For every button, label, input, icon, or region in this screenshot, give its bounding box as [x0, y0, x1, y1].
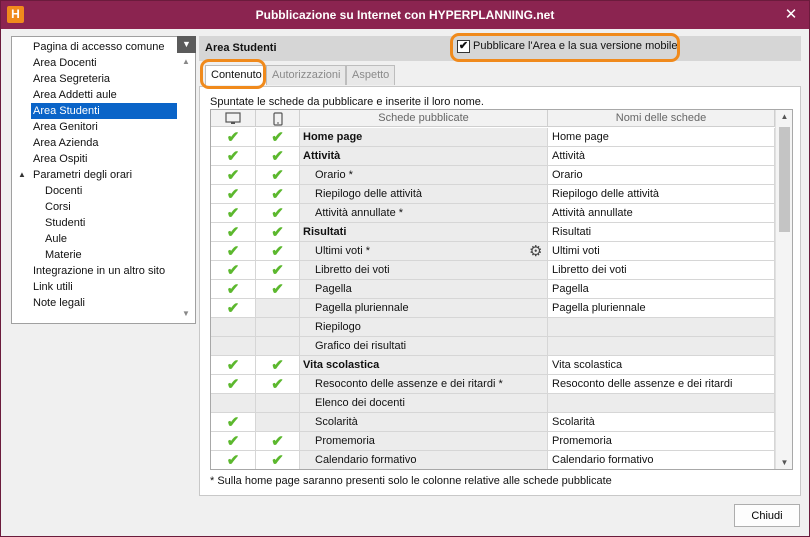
tab-name-cell[interactable]: Attività annullate	[548, 204, 775, 223]
tab-label-cell: Vita scolastica	[300, 356, 548, 375]
sidebar-item[interactable]: Area Docenti	[33, 57, 97, 69]
tab-name-cell[interactable]: Riepilogo delle attività	[548, 185, 775, 204]
table-row	[211, 280, 775, 299]
mobile-checkbox-cell[interactable]: ✔	[256, 375, 300, 394]
tab-name-cell[interactable]: Calendario formativo	[548, 451, 775, 470]
tab-name-cell[interactable]	[548, 337, 775, 356]
table-row	[211, 204, 775, 223]
mobile-checkbox-cell[interactable]: ✔	[256, 128, 300, 147]
mobile-column-header	[256, 110, 300, 127]
desktop-checkbox-cell[interactable]: ✔	[211, 413, 256, 432]
table-row	[211, 337, 775, 356]
mobile-checkbox-cell[interactable]: ✔	[256, 451, 300, 470]
tab-autorizzazioni[interactable]: Autorizzazioni	[266, 65, 346, 85]
desktop-checkbox-cell[interactable]	[211, 394, 256, 413]
tab-label-cell: Scolarità	[300, 413, 548, 432]
instructions-text: Spuntate le schede da pubblicare e inserite il loro nome.	[210, 96, 484, 108]
hyperplanning-logo-icon: H	[7, 6, 24, 23]
tab-label-cell: Grafico dei risultati	[300, 337, 548, 356]
chevron-down-icon[interactable]: ▼	[177, 36, 196, 53]
tab-name-cell[interactable]: Scolarità	[548, 413, 775, 432]
window-title: Pubblicazione su Internet con HYPERPLANNING.net	[255, 8, 555, 22]
desktop-checkbox-cell[interactable]: ✔	[211, 223, 256, 242]
desktop-checkbox-cell[interactable]: ✔	[211, 451, 256, 470]
sidebar-item[interactable]: Parametri degli orari	[33, 169, 133, 181]
gear-icon[interactable]: ⚙	[529, 243, 543, 260]
scrollbar-thumb[interactable]	[779, 127, 790, 232]
mobile-checkbox-cell[interactable]	[256, 413, 300, 432]
scroll-down-icon[interactable]: ▼	[780, 458, 789, 467]
published-column-header: Schede pubblicate	[300, 110, 548, 127]
mobile-checkbox-cell[interactable]: ✔	[256, 147, 300, 166]
table-row	[211, 242, 775, 261]
tab-label-cell: Libretto dei voti	[300, 261, 548, 280]
mobile-phone-icon	[273, 112, 283, 126]
expand-arrow-icon[interactable]: ▲	[18, 170, 26, 179]
desktop-checkbox-cell[interactable]: ✔	[211, 128, 256, 147]
sidebar-item[interactable]: Materie	[45, 249, 82, 261]
title-bar	[1, 1, 809, 29]
tab-name-cell[interactable]: Risultati	[548, 223, 775, 242]
mobile-checkbox-cell[interactable]: ✔	[256, 432, 300, 451]
tab-label-cell: Pagella pluriennale	[300, 299, 548, 318]
desktop-checkbox-cell[interactable]: ✔	[211, 166, 256, 185]
tab-label-cell: Pagella	[300, 280, 548, 299]
close-button[interactable]: Chiudi	[734, 504, 800, 527]
mobile-checkbox-cell[interactable]: ✔	[256, 261, 300, 280]
table-row	[211, 413, 775, 432]
tab-name-cell[interactable]: Ultimi voti	[548, 242, 775, 261]
table-row	[211, 223, 775, 242]
tab-name-cell[interactable]	[548, 318, 775, 337]
sidebar-item[interactable]: Aule	[45, 233, 68, 245]
tab-label-cell: Orario *	[300, 166, 548, 185]
table-row	[211, 318, 775, 337]
sidebar-item[interactable]: Area Ospiti	[33, 153, 88, 165]
scroll-up-icon[interactable]: ▲	[780, 112, 789, 121]
monitor-icon	[225, 112, 241, 125]
sidebar-item[interactable]: Studenti	[45, 217, 86, 229]
mobile-checkbox-cell[interactable]	[256, 299, 300, 318]
desktop-checkbox-cell[interactable]: ✔	[211, 375, 256, 394]
sidebar-item[interactable]: Pagina di accesso comune	[33, 41, 165, 53]
mobile-checkbox-cell[interactable]: ✔	[256, 356, 300, 375]
tab-label-cell: Elenco dei docenti	[300, 394, 548, 413]
mobile-checkbox-cell[interactable]	[256, 394, 300, 413]
table-row	[211, 261, 775, 280]
tab-label-cell: Riepilogo	[300, 318, 548, 337]
sidebar-item[interactable]: Link utili	[33, 281, 73, 293]
tab-label-cell: Calendario formativo	[300, 451, 548, 470]
sidebar-tree	[11, 36, 196, 324]
tab-contenuto[interactable]: Contenuto	[205, 65, 268, 85]
tab-name-cell[interactable]: Promemoria	[548, 432, 775, 451]
mobile-checkbox-cell[interactable]	[256, 318, 300, 337]
sidebar-item[interactable]: Integrazione in un altro sito	[33, 265, 166, 277]
sidebar-item[interactable]: Corsi	[45, 201, 71, 213]
tab-label-cell: Risultati	[300, 223, 548, 242]
tab-name-cell[interactable]: Vita scolastica	[548, 356, 775, 375]
table-row	[211, 432, 775, 451]
table-row	[211, 128, 775, 147]
table-row	[211, 299, 775, 318]
table-row	[211, 147, 775, 166]
mobile-checkbox-cell[interactable]: ✔	[256, 242, 300, 261]
desktop-checkbox-cell[interactable]: ✔	[211, 242, 256, 261]
tab-label-cell: Riepilogo delle attività	[300, 185, 548, 204]
desktop-checkbox-cell[interactable]: ✔	[211, 280, 256, 299]
scroll-down-icon[interactable]: ▼	[182, 309, 190, 318]
desktop-checkbox-cell[interactable]	[211, 337, 256, 356]
publish-label: Pubblicare l'Area e la sua versione mobile	[473, 40, 678, 52]
mobile-checkbox-cell[interactable]: ✔	[256, 204, 300, 223]
desktop-checkbox-cell[interactable]: ✔	[211, 204, 256, 223]
names-column-header: Nomi delle schede	[548, 110, 775, 127]
tab-name-cell[interactable]	[548, 394, 775, 413]
sidebar-item[interactable]: Docenti	[45, 185, 83, 197]
table-row	[211, 394, 775, 413]
tab-name-cell[interactable]: Pagella	[548, 280, 775, 299]
desktop-checkbox-cell[interactable]: ✔	[211, 185, 256, 204]
tab-label-cell: Promemoria	[300, 432, 548, 451]
tab-name-cell[interactable]: Orario	[548, 166, 775, 185]
tab-label-cell: Ultimi voti *	[300, 242, 548, 261]
desktop-checkbox-cell[interactable]: ✔	[211, 432, 256, 451]
tab-label-cell: Attività	[300, 147, 548, 166]
tabs-table	[210, 109, 793, 470]
tab-aspetto[interactable]: Aspetto	[346, 65, 395, 85]
table-row	[211, 166, 775, 185]
tab-label-cell: Home page	[300, 128, 548, 147]
sidebar-item[interactable]: Area Studenti	[31, 103, 177, 119]
desktop-checkbox-cell[interactable]: ✔	[211, 147, 256, 166]
tab-label-cell: Attività annullate *	[300, 204, 548, 223]
desktop-checkbox-cell[interactable]: ✔	[211, 299, 256, 318]
table-row	[211, 185, 775, 204]
table-scrollbar[interactable]	[775, 110, 792, 469]
desktop-checkbox-cell[interactable]: ✔	[211, 261, 256, 280]
table-row	[211, 356, 775, 375]
sidebar-item[interactable]: Area Azienda	[33, 137, 99, 149]
desktop-checkbox-cell[interactable]: ✔	[211, 356, 256, 375]
mobile-checkbox-cell[interactable]: ✔	[256, 223, 300, 242]
desktop-checkbox-cell[interactable]	[211, 318, 256, 337]
tab-name-cell[interactable]: Home page	[548, 128, 775, 147]
tab-label-cell: Resoconto delle assenze e dei ritardi *	[300, 375, 548, 394]
publish-checkbox[interactable]: ✔	[458, 40, 469, 52]
desktop-column-header	[211, 110, 256, 127]
mobile-checkbox-cell[interactable]: ✔	[256, 185, 300, 204]
table-row	[211, 375, 775, 394]
tab-name-cell[interactable]: Attività	[548, 147, 775, 166]
table-row	[211, 451, 775, 470]
tab-name-cell[interactable]: Pagella pluriennale	[548, 299, 775, 318]
mobile-checkbox-cell[interactable]: ✔	[256, 166, 300, 185]
area-title: Area Studenti	[205, 42, 277, 54]
scroll-up-icon[interactable]: ▲	[182, 57, 190, 66]
close-icon[interactable]: ✕	[784, 6, 798, 23]
sidebar-item[interactable]: Note legali	[33, 297, 85, 309]
tab-name-cell[interactable]: Resoconto delle assenze e dei ritardi	[548, 375, 775, 394]
mobile-checkbox-cell[interactable]	[256, 337, 300, 356]
mobile-checkbox-cell[interactable]: ✔	[256, 280, 300, 299]
sidebar-item[interactable]: Area Genitori	[33, 121, 98, 133]
tab-name-cell[interactable]: Libretto dei voti	[548, 261, 775, 280]
sidebar-item[interactable]: Area Segreteria	[33, 73, 111, 85]
footnote: * Sulla home page saranno presenti solo le colonne relative alle schede pubblicate	[210, 475, 612, 487]
sidebar-item[interactable]: Area Addetti aule	[33, 89, 117, 101]
tab-highlight	[200, 59, 266, 89]
